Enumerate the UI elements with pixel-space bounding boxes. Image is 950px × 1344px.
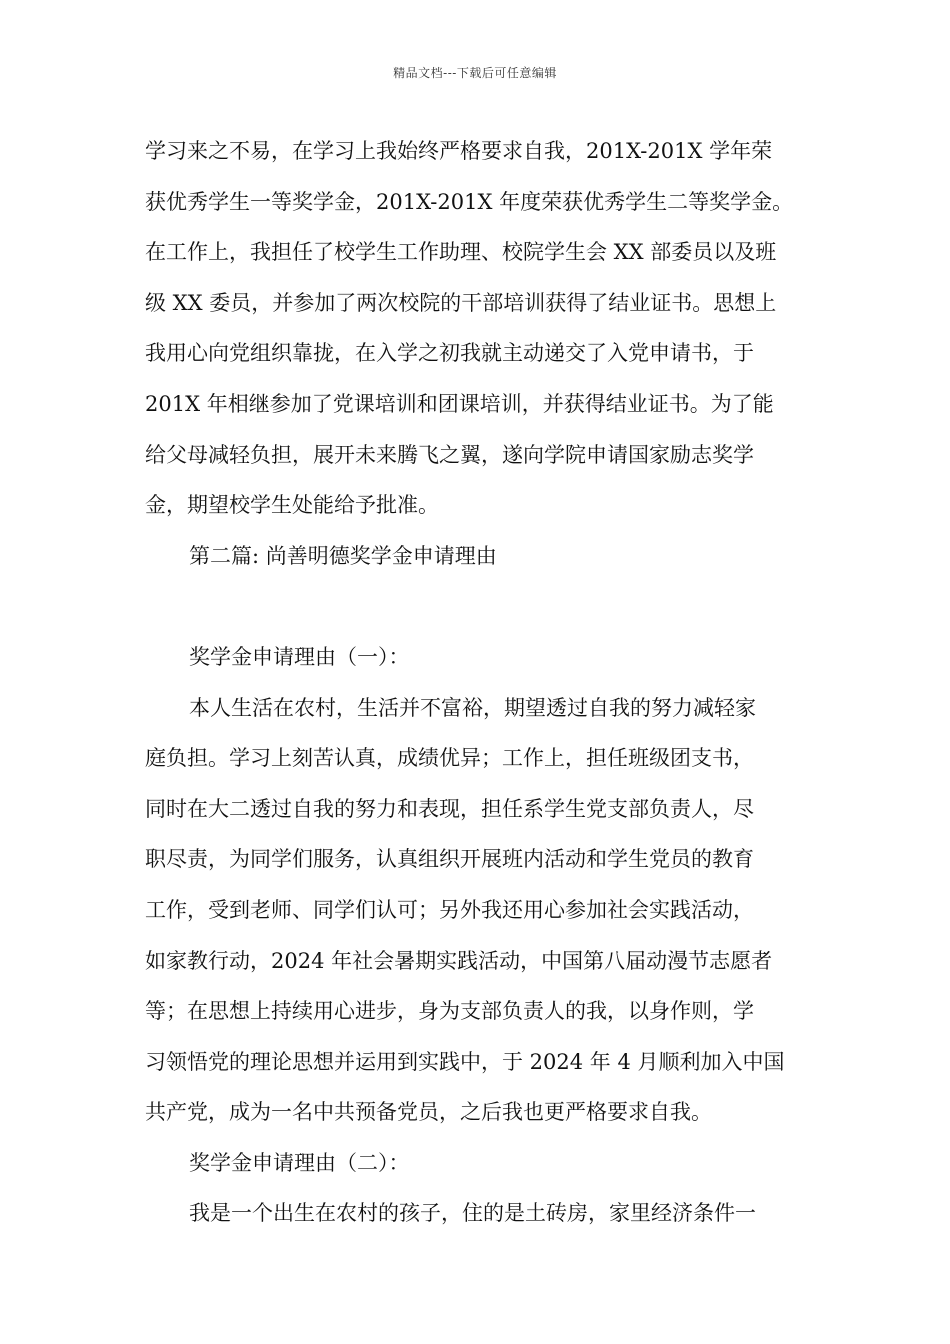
text-line: 共产党，成为一名中共预备党员，之后我也更严格要求自我。: [145, 1100, 712, 1125]
text-line: 201X 年相继参加了党课培训和团课培训，并获得结业证书。为了能: [145, 391, 774, 416]
text-line: 职尽责，为同学们服务，认真组织开展班内活动和学生党员的教育: [145, 847, 754, 872]
blank-line: [145, 581, 817, 632]
page-header: 精品文档---下载后可任意编辑: [393, 66, 557, 80]
text-line: 我用心向党组织靠拢，在入学之初我就主动递交了入党申请书，于: [145, 341, 754, 366]
text-line: 学习来之不易，在学习上我始终严格要求自我，201X-201X 学年荣: [145, 139, 773, 163]
text-line: 给父母减轻负担，展开未来腾飞之翼，遂向学院申请国家励志奖学: [145, 442, 754, 467]
text-line: 等；在思想上持续用心进步，身为支部负责人的我，以身作则，学: [145, 999, 754, 1024]
text-line: 如家教行动，2024 年社会暑期实践活动，中国第八届动漫节志愿者: [145, 948, 773, 973]
text-line: 级 XX 委员，并参加了两次校院的干部培训获得了结业证书。思想上: [145, 290, 777, 315]
text-line: 庭负担。学习上刻苦认真，成绩优异；工作上，担任班级团支书，: [145, 746, 754, 771]
document-body: [145, 126, 817, 1239]
text-line: 获优秀学生一等奖学金，201X-201X 年度荣获优秀学生二等奖学金。: [145, 189, 794, 214]
text-line: 工作，受到老师、同学们认可；另外我还用心参加社会实践活动，: [145, 897, 754, 922]
subsection-heading: 奖学金申请理由（一）：: [189, 644, 410, 669]
text-line: 本人生活在农村，生活并不富裕，期望透过自我的努力减轻家: [189, 695, 756, 720]
text-line: 习领悟党的理论思想并运用到实践中，于 2024 年 4 月顺利加入中国: [145, 1049, 785, 1074]
section-heading: 第二篇: 尚善明德奖学金申请理由: [189, 543, 497, 568]
text-line: 我是一个出生在农村的孩子，住的是土砖房，家里经济条件一: [189, 1201, 756, 1226]
text-line: 在工作上，我担任了校学生工作助理、校院学生会 XX 部委员以及班: [145, 240, 777, 265]
text-line: 同时在大二透过自我的努力和表现，担任系学生党支部负责人，尽: [145, 796, 754, 821]
subsection-heading: 奖学金申请理由（二）：: [189, 1150, 410, 1175]
text-line: 金，期望校学生处能给予批准。: [145, 493, 439, 518]
